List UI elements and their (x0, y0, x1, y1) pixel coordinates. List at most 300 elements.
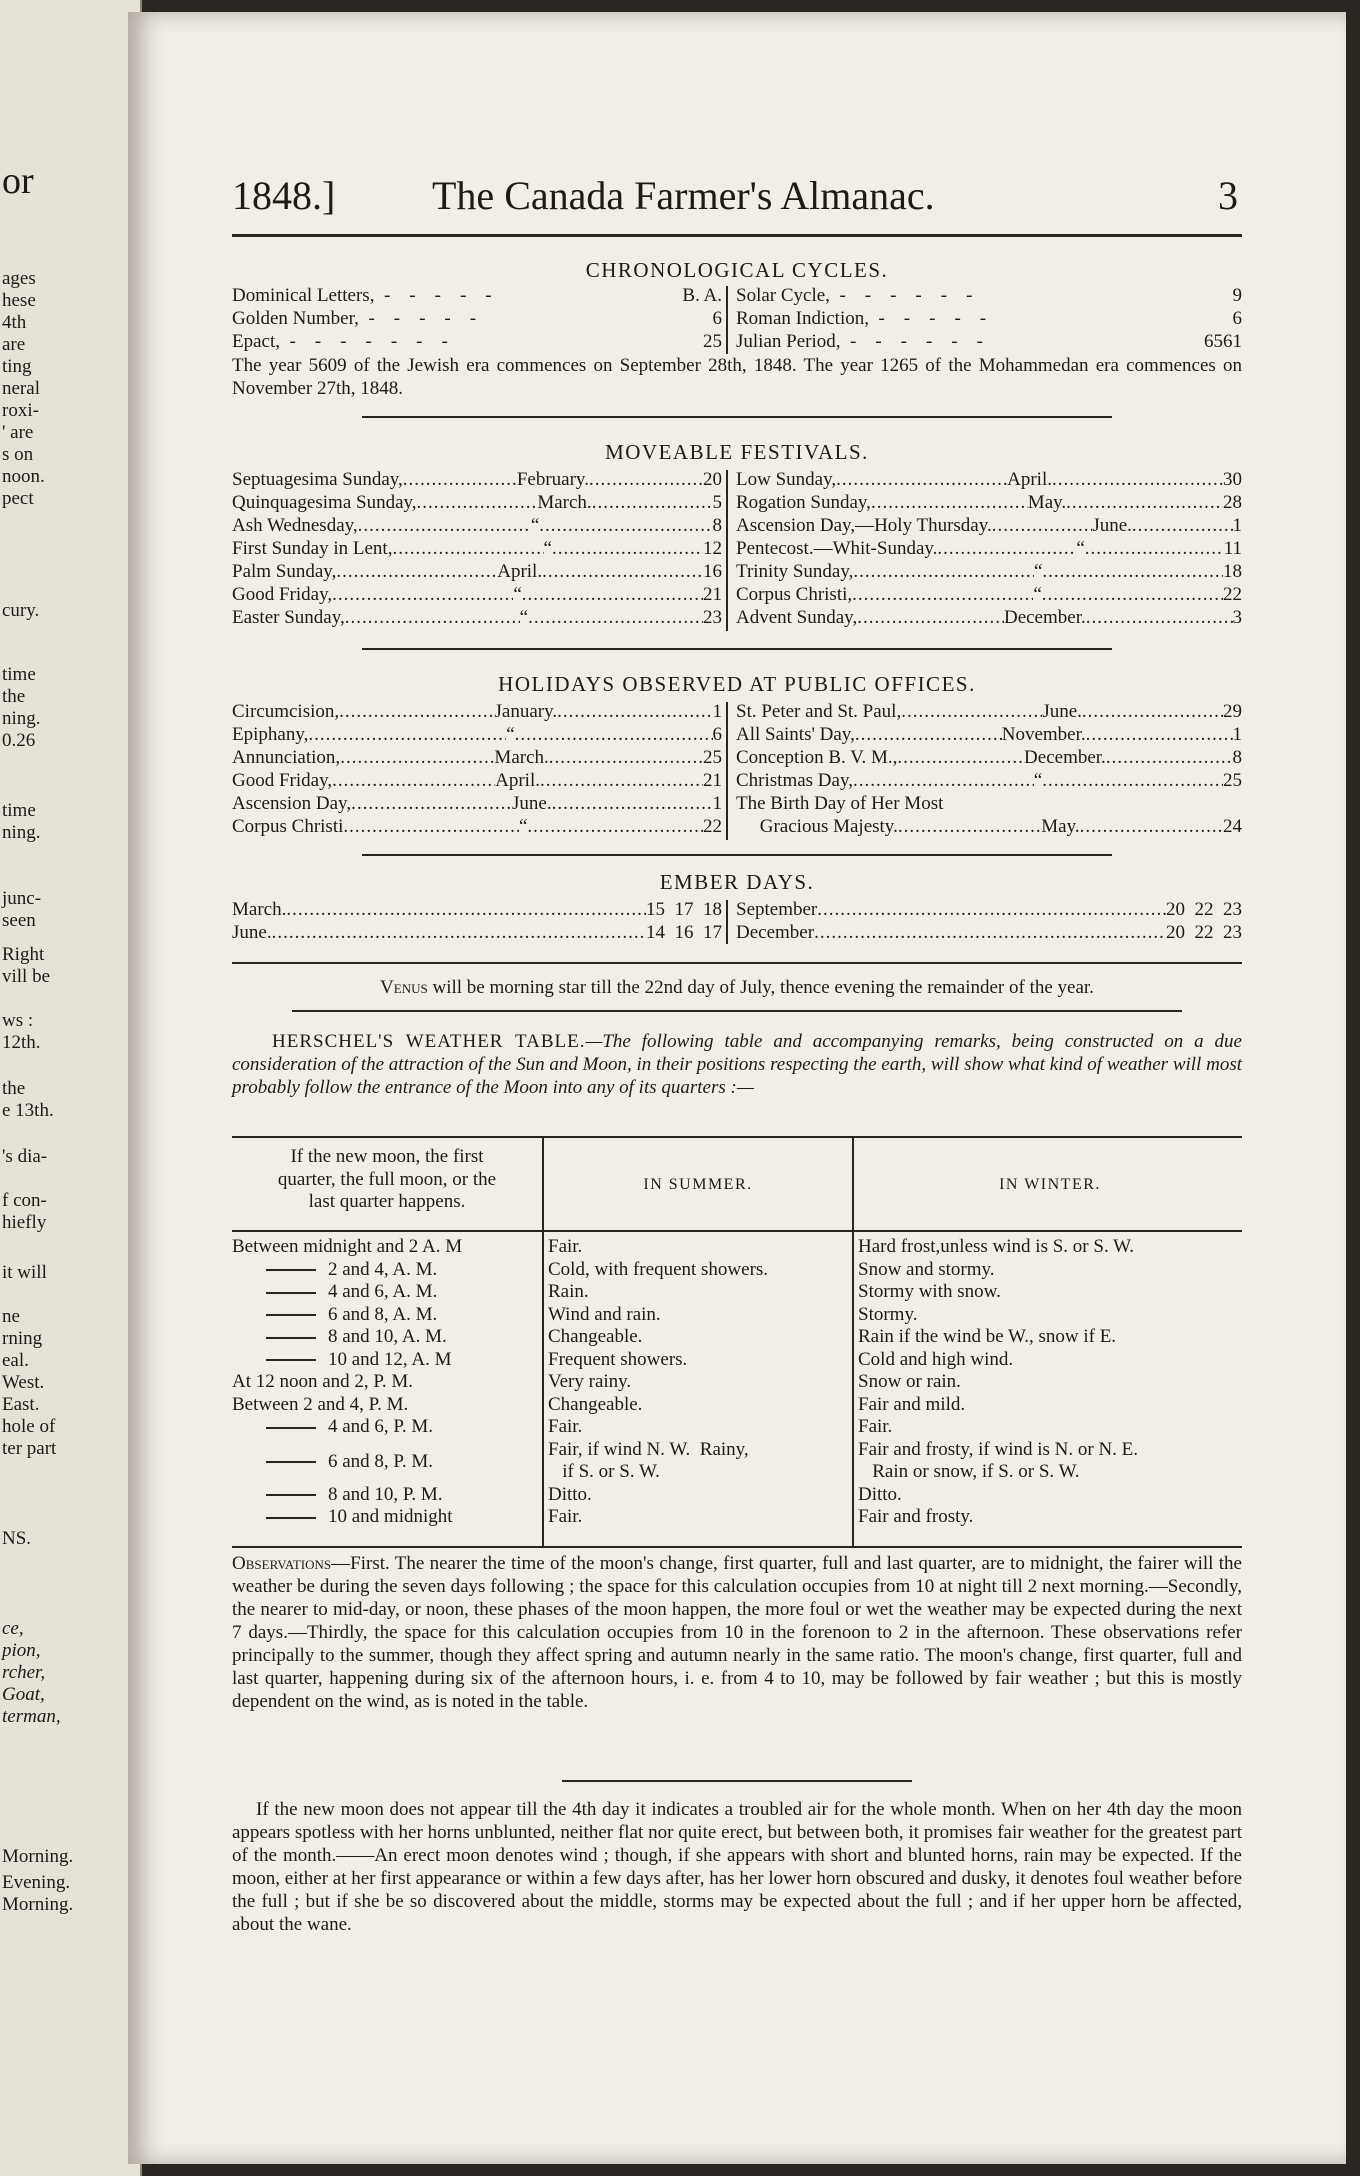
holiday-month: March. (494, 747, 549, 768)
facing-page-text: 0.26 (2, 730, 36, 751)
ember-name: December (736, 922, 815, 943)
holiday-leader (527, 815, 703, 838)
festival-day: 18 (1223, 561, 1242, 582)
festival-day: 21 (703, 584, 722, 605)
holiday-month: June. (1042, 701, 1082, 722)
weather-time (232, 1281, 542, 1304)
holiday-row (232, 815, 722, 838)
venus-note (232, 976, 1242, 999)
holiday-row (232, 723, 722, 746)
column-divider (726, 470, 728, 631)
facing-page-text: the (2, 1078, 26, 1099)
chrono-dashes: - - - - - (358, 308, 491, 329)
facing-page-text: 4th (2, 312, 27, 333)
ember-day: 14 16 17 (646, 922, 722, 943)
holiday-name: All Saints' Day, (736, 724, 855, 745)
facing-page-text: West. (2, 1372, 45, 1393)
festival-leader (1132, 514, 1233, 537)
festival-row (232, 468, 722, 491)
ember-table (232, 898, 1242, 946)
weather-time-label: 8 and 10, A. M. (328, 1326, 447, 1347)
weather-time (232, 1416, 542, 1439)
weather-time-label: 4 and 6, P. M. (328, 1416, 434, 1437)
summer-weather: Fair. (548, 1236, 583, 1257)
holiday-day: 6 (712, 724, 722, 745)
festival-leader (1042, 583, 1223, 606)
winter-weather: Snow or rain. (858, 1371, 961, 1392)
dash-mark (266, 1292, 316, 1294)
chrono-dashes: - - - - - (374, 285, 506, 306)
chrono-table (232, 284, 1242, 356)
chrono-dashes: - - - - - (868, 308, 1001, 329)
winter-column (858, 1236, 1242, 1529)
ember-right-column (736, 898, 1242, 944)
festival-month: February. (516, 469, 589, 490)
facing-page-text: pion, (2, 1640, 41, 1661)
holiday-row (736, 769, 1242, 792)
holiday-name: Christmas Day, (736, 770, 853, 791)
weather-time-label: 6 and 8, P. M. (328, 1450, 434, 1472)
facing-page-text: noon. (2, 466, 45, 487)
facing-page-text: hese (2, 290, 36, 311)
festival-leader (1086, 606, 1233, 629)
festival-day: 1 (1232, 515, 1242, 536)
holiday-leader (901, 700, 1042, 723)
weather-time-label: Between 2 and 4, P. M. (232, 1393, 409, 1415)
festival-leader (403, 468, 517, 491)
facing-page-text: seen (2, 910, 36, 931)
holiday-leader (308, 723, 506, 746)
festival-name: Quinquagesima Sunday, (232, 492, 417, 513)
holiday-row (232, 769, 722, 792)
festival-name: Corpus Christi, (736, 584, 853, 605)
winter-weather: Snow and stormy. (858, 1258, 995, 1280)
section-rule (562, 1780, 912, 1782)
festival-day: 28 (1223, 492, 1242, 513)
holiday-name: Good Friday, (232, 770, 333, 791)
festival-name: Easter Sunday, (232, 607, 345, 628)
herschel-title: HERSCHEL'S WEATHER TABLE. (272, 1031, 586, 1052)
festival-leader (592, 491, 713, 514)
festival-row (736, 468, 1242, 491)
observations (232, 1552, 1242, 1713)
holiday-leader (1106, 746, 1233, 769)
holiday-leader (552, 792, 713, 815)
holiday-day: 1 (1232, 724, 1242, 745)
festival-month: “ (1033, 561, 1043, 582)
chrono-left-column (232, 284, 722, 353)
winter-weather: Fair and frosty. (858, 1506, 974, 1527)
holiday-day: 8 (1232, 747, 1242, 768)
festival-month: December. (1003, 607, 1086, 628)
weather-table-body (232, 1236, 1242, 1536)
holiday-day: 25 (703, 747, 722, 768)
facing-page-text: Morning. (2, 1846, 74, 1867)
table-header-rule (232, 1230, 1242, 1232)
ember-name: September (736, 899, 818, 920)
ember-leader (272, 921, 646, 944)
summer-weather: Changeable. (548, 1393, 643, 1415)
winter-weather: Fair. (858, 1416, 893, 1437)
facing-page-text: or (2, 160, 34, 202)
festival-row (736, 606, 1242, 629)
facing-page-text: ages (2, 268, 36, 289)
column-divider (726, 702, 728, 840)
facing-page-text: time (2, 800, 36, 821)
weather-time-label: Between midnight and 2 A. M (232, 1236, 463, 1257)
ember-name: June. (232, 922, 272, 943)
facing-page-text: ne (2, 1306, 20, 1327)
festival-leader (871, 491, 1028, 514)
weather-time (232, 1304, 542, 1327)
facing-page-text: terman, (2, 1706, 61, 1727)
facing-page-text: pect (2, 488, 34, 509)
festival-day: 16 (703, 561, 722, 582)
facing-page-text: ning. (2, 708, 41, 729)
facing-page-text: Evening. (2, 1872, 71, 1893)
holidays-left-column (232, 700, 722, 838)
holiday-month: June. (512, 793, 552, 814)
summer-weather: Fair. (548, 1416, 583, 1437)
weather-time-label: 10 and 12, A. M (328, 1348, 452, 1370)
festival-leader (937, 537, 1076, 560)
holiday-leader (351, 792, 512, 815)
page-number: 3 (1218, 173, 1238, 218)
holiday-day: 21 (703, 770, 722, 791)
holiday-leader (343, 815, 519, 838)
dash-mark (266, 1461, 316, 1463)
festival-row (736, 583, 1242, 606)
holiday-month: December. (1024, 747, 1106, 768)
festival-leader (1085, 537, 1224, 560)
facing-page-text: s on (2, 444, 34, 465)
chrono-name: Epact, (232, 331, 281, 352)
festival-day: 5 (712, 492, 722, 513)
holiday-leader (540, 769, 703, 792)
festival-name: First Sunday in Lent, (232, 538, 393, 559)
facing-page-text: ws : (2, 1010, 34, 1031)
weather-time-label: 8 and 10, P. M. (328, 1483, 443, 1505)
when-header (232, 1146, 542, 1214)
chrono-name: Julian Period, (736, 331, 841, 352)
festival-leader (528, 606, 703, 629)
chrono-value: 6561 (1204, 331, 1242, 352)
festival-leader (852, 583, 1033, 606)
festival-row (736, 491, 1242, 514)
holiday-name: Gracious Majesty. (736, 816, 898, 837)
festival-leader (392, 537, 543, 560)
ember-row (232, 898, 722, 921)
section-rule (292, 1010, 1182, 1012)
holidays-title: HOLIDAYS OBSERVED AT PUBLIC OFFICES. (498, 672, 976, 696)
dash-mark (266, 1359, 316, 1361)
weather-time (232, 1259, 542, 1282)
holiday-leader (1086, 723, 1233, 746)
chrono-value: 6 (1232, 308, 1242, 329)
festival-day: 8 (712, 515, 722, 536)
when-header-line: last quarter happens. (308, 1191, 466, 1212)
holiday-month: April. (495, 770, 540, 791)
chrono-name: Solar Cycle, (736, 285, 830, 306)
summer-weather: Cold, with frequent showers. (548, 1258, 769, 1280)
festival-row (232, 560, 722, 583)
facing-page-text: junc- (2, 888, 42, 909)
festival-leader (345, 606, 520, 629)
section-rule (362, 416, 1112, 418)
festival-row (232, 491, 722, 514)
section-rule (362, 648, 1112, 650)
holiday-leader (898, 815, 1041, 838)
dash-mark (266, 1517, 316, 1519)
ember-day: 20 22 23 (1166, 899, 1242, 920)
chrono-dashes: - - - - - - (840, 331, 998, 352)
facing-page-text: f con- (2, 1190, 47, 1211)
chrono-name: Dominical Letters, (232, 285, 375, 306)
chrono-dashes: - - - - - - (829, 285, 987, 306)
festival-day: 20 (703, 469, 722, 490)
holiday-name: Ascension Day, (232, 793, 352, 814)
summer-weather: Changeable. (548, 1326, 643, 1347)
facing-page-text: neral (2, 378, 40, 399)
festival-leader (336, 560, 497, 583)
holiday-leader (1080, 815, 1223, 838)
summer-header: IN SUMMER. (643, 1176, 753, 1193)
chrono-name: Golden Number, (232, 308, 359, 329)
facing-page-text: 's dia- (2, 1146, 48, 1167)
ember-title: EMBER DAYS. (659, 870, 815, 894)
herschel-intro-text: —The following table and accompanying remarks, being constructed on a due consideration of the attraction of the Sun and Moon, in their positions respecting the earth, will show what kind of weather will most probably follow the entrance of the Moon into any of its quarters :— (232, 1031, 1242, 1098)
holiday-leader (515, 723, 713, 746)
winter-weather: Fair and mild. (858, 1393, 966, 1415)
chrono-name: Roman Indiction, (736, 308, 869, 329)
weather-time (232, 1484, 542, 1507)
weather-time (232, 1439, 542, 1484)
holiday-name: Circumcision, (232, 701, 340, 722)
holiday-name: Conception B. V. M., (736, 747, 898, 768)
winter-weather: Rain or snow, if S. or S. W. (858, 1461, 1080, 1482)
holiday-leader (340, 746, 494, 769)
holiday-leader (1082, 700, 1223, 723)
facing-page-text: ce, (2, 1618, 24, 1639)
festival-leader (1066, 491, 1223, 514)
holiday-month: November. (1001, 724, 1086, 745)
festival-day: 3 (1232, 607, 1242, 628)
festival-month: “ (519, 607, 529, 628)
festival-month: April. (1007, 469, 1052, 490)
festival-name: Trinity Sunday, (736, 561, 854, 582)
ember-row (736, 898, 1242, 921)
facing-page-text: ning. (2, 822, 41, 843)
winter-weather: Stormy with snow. (858, 1281, 1001, 1302)
holiday-row (232, 700, 722, 723)
facing-page-text: rcher, (2, 1662, 46, 1683)
holiday-month: “ (1033, 770, 1043, 791)
festival-name: Advent Sunday, (736, 607, 858, 628)
holiday-leader (855, 723, 1002, 746)
ember-leader (814, 921, 1166, 944)
holiday-name: St. Peter and St. Paul, (736, 701, 902, 722)
festival-name: Ascension Day,—Holy Thursday. (736, 515, 992, 536)
weather-time-label: At 12 noon and 2, P. M. (232, 1371, 414, 1392)
festival-leader (358, 514, 531, 537)
festival-leader (539, 514, 712, 537)
holiday-month: “ (506, 724, 515, 745)
table-bottom-rule (232, 1546, 1242, 1548)
ember-row (232, 921, 722, 944)
facing-page-text: vill be (2, 966, 51, 987)
facing-page-text: ting (2, 356, 32, 377)
weather-time-label: 6 and 8, A. M. (328, 1303, 438, 1325)
section-rule (232, 962, 1242, 964)
festival-day: 23 (703, 607, 722, 628)
facing-page-text: East. (2, 1394, 40, 1415)
festival-day: 22 (1223, 584, 1242, 605)
moveable-left-column (232, 468, 722, 629)
festival-month: “ (513, 584, 522, 605)
festival-day: 30 (1223, 469, 1242, 490)
festival-row (232, 583, 722, 606)
winter-weather: Stormy. (858, 1303, 918, 1325)
table-top-rule (232, 1136, 1242, 1138)
facing-page-text: 12th. (2, 1032, 41, 1053)
chrono-row (736, 307, 1242, 330)
chrono-right-column (736, 284, 1242, 353)
chrono-row (232, 330, 722, 353)
chrono-title: CHRONOLOGICAL CYCLES. (585, 258, 889, 282)
ember-left-column (232, 898, 722, 944)
facing-page-fragment (0, 0, 142, 2176)
chrono-note: The year 5609 of the Jewish era commences on September 28th, 1848. The year 1265 of the Mohammedan era commences on November 27th, 1848. (232, 355, 1242, 399)
holidays-table (232, 700, 1242, 842)
festival-name: Good Friday, (232, 584, 333, 605)
facing-page-text: are (2, 334, 26, 355)
festival-name: Ash Wednesday, (232, 515, 358, 536)
summer-weather: Wind and rain. (548, 1303, 661, 1325)
holiday-name: The Birth Day of Her Most (736, 793, 944, 814)
weather-time (232, 1236, 542, 1259)
summer-weather: Fair. (548, 1506, 583, 1527)
summer-weather: Very rainy. (548, 1371, 632, 1392)
festival-name: Rogation Sunday, (736, 492, 871, 513)
festival-row (232, 537, 722, 560)
facing-page-text: roxi- (2, 400, 39, 421)
header-title: The Canada Farmer's Almanac. (432, 173, 935, 218)
ember-day: 15 17 18 (646, 899, 722, 920)
festival-leader (552, 537, 703, 560)
chrono-value: B. A. (682, 285, 722, 306)
running-header (232, 172, 1242, 232)
summer-weather: Frequent showers. (548, 1348, 688, 1370)
holiday-leader (549, 746, 703, 769)
header-rule (232, 234, 1242, 237)
winter-weather: Cold and high wind. (858, 1348, 1014, 1370)
summer-weather: Rain. (548, 1281, 589, 1302)
holiday-day: 24 (1223, 816, 1242, 837)
column-divider (726, 286, 728, 354)
observations-text: —First. The nearer the time of the moon's change, first quarter, full and last quarter, are to midnight, the fairer will the weather be during the seven days following ; the space for this calculation occupies from 10 at night till 2 next morning.—Secondly, the nearer to mid-day, or noon, these phases of the moon happen, the more foul or wet the weather may be expected during the next 7 days.—Thirdly, the space for this calculation occupies from 10 in the forenoon to 2 in the afternoon. These observations refer principally to the summer, though they affect spring and autumn nearly in the same ratio. The moon's change, first quarter, full and last quarter, happening during six of the afternoon hours, i. e. from 4 to 10, may be followed by fair weather ; but this is mostly dependent on the wind, as is noted in the table. (232, 1553, 1242, 1712)
ember-name: March. (232, 899, 287, 920)
festival-name: Pentecost.—Whit-Sunday. (736, 538, 938, 559)
summer-weather: Ditto. (548, 1483, 592, 1505)
holiday-leader (1042, 769, 1223, 792)
weather-time (232, 1371, 542, 1394)
holiday-leader (557, 700, 712, 723)
facing-page-text: ter part (2, 1438, 57, 1459)
holiday-row (232, 792, 722, 815)
festival-month: “ (1076, 538, 1085, 559)
festival-row (232, 606, 722, 629)
festival-leader (992, 514, 1093, 537)
festival-month: “ (1033, 584, 1042, 605)
holiday-month: “ (518, 816, 528, 837)
winter-weather: Fair and frosty, if wind is N. or N. E. (858, 1438, 1139, 1460)
festival-leader (857, 606, 1004, 629)
summer-column (548, 1236, 848, 1529)
weather-time (232, 1394, 542, 1417)
chrono-value: 25 (703, 331, 722, 352)
holiday-row (736, 746, 1242, 769)
facing-page-text: Morning. (2, 1894, 74, 1915)
holiday-day: 25 (1223, 770, 1242, 791)
chrono-row (736, 330, 1242, 353)
facing-page-text: cury. (2, 600, 40, 621)
facing-page-text: e 13th. (2, 1100, 54, 1121)
festival-month: March. (537, 492, 592, 513)
weather-table-header (232, 1146, 1242, 1226)
festival-name: Septuagesima Sunday, (232, 469, 403, 490)
festival-day: 12 (703, 538, 722, 559)
festival-leader (853, 560, 1034, 583)
facing-page-text: it will (2, 1262, 47, 1283)
festival-month: “ (543, 538, 552, 559)
festival-leader (417, 491, 538, 514)
chrono-value: 6 (712, 308, 722, 329)
holiday-day: 22 (703, 816, 722, 837)
chrono-row (736, 284, 1242, 307)
weather-time (232, 1506, 542, 1529)
facing-page-text: Goat, (2, 1684, 45, 1705)
facing-page-text: time (2, 664, 36, 685)
holiday-row (232, 746, 722, 769)
holidays-right-column (736, 700, 1242, 838)
facing-page-text: hiefly (2, 1212, 47, 1233)
facing-page-text: ' are (2, 422, 34, 443)
column-divider (726, 900, 728, 944)
venus-lead: Venus (380, 977, 428, 998)
closing-paragraph: If the new moon does not appear till the 4th day it indicates a troubled air for the whole month. When on her 4th day the moon appears spotless with her horns unblunted, neither flat nor quite erect, but between both, it promises fair weather for the greatest part of the month.——An erect moon denotes wind ; though, if she appears with short and blunted horns, rain may be expected. If the moon, either at her first appearance or within a few days after, has her lower horn obscured and dusky, it denotes foul weather before the full ; but if she be so discovered about the middle, storms may be expected about the full ; and if her upper horn be affected, about the wane. (232, 1799, 1242, 1935)
holiday-row (736, 792, 1242, 815)
dash-mark (266, 1337, 316, 1339)
herschel-intro (232, 1030, 1242, 1099)
festival-day: 11 (1223, 538, 1242, 559)
weather-time (232, 1326, 542, 1349)
winter-weather: Hard frost,unless wind is S. or S. W. (858, 1236, 1135, 1257)
holiday-name: Epiphany, (232, 724, 309, 745)
time-column (232, 1236, 542, 1529)
festival-row (736, 537, 1242, 560)
holiday-day: 29 (1223, 701, 1242, 722)
facing-page-text: NS. (2, 1528, 32, 1549)
festival-row (736, 514, 1242, 537)
weather-time-label: 2 and 4, A. M. (328, 1258, 438, 1280)
summer-weather: Fair, if wind N. W. Rainy, (548, 1438, 749, 1460)
holiday-month: January. (494, 701, 558, 722)
venus-text: will be morning star till the 22nd day of July, thence evening the remainder of the year. (427, 977, 1094, 998)
festival-leader (522, 583, 703, 606)
chrono-value: 9 (1232, 285, 1242, 306)
facing-page-text: the (2, 686, 26, 707)
festival-month: April. (497, 561, 543, 582)
